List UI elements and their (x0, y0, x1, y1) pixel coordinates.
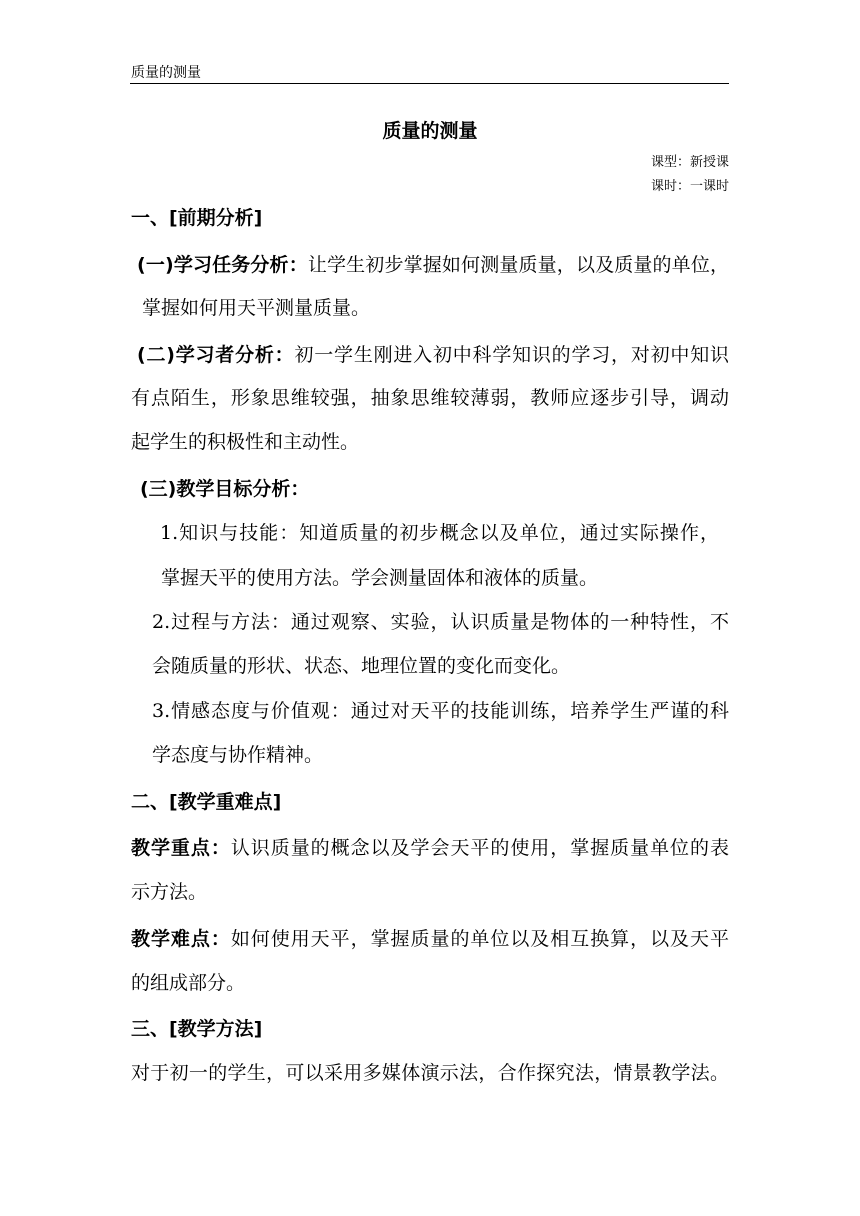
goal-knowledge-skills: 1.知识与技能：知道质量的初步概念以及单位，通过实际操作， (160, 522, 719, 544)
key-point-text-continued: 示方法。 (131, 881, 208, 903)
goal-emotional-values-continued: 学态度与协作精神。 (152, 744, 324, 766)
paragraph-difficult-point (131, 927, 729, 951)
section-heading-key-difficult: 二、[教学重难点] (131, 791, 282, 813)
goal-emotional-values: 3.情感态度与价值观：通过对天平的技能训练，培养学生严谨的科 (152, 700, 729, 722)
task-analysis-text: 让学生初步掌握如何测量质量，以及质量的单位， (307, 254, 729, 276)
learner-analysis-text-line3: 起学生的积极性和主动性。 (131, 431, 360, 453)
key-point-label: 教学重点： (131, 837, 231, 859)
difficult-point-text: 如何使用天平，掌握质量的单位以及相互换算，以及天平 (230, 928, 729, 950)
paragraph-task-analysis (137, 253, 729, 277)
paragraph-learner-analysis (137, 343, 729, 367)
learner-analysis-text: 初一学生刚进入初中科学知识的学习，对初中知识 (294, 344, 729, 366)
section-heading-analysis: 一、[前期分析] (131, 207, 263, 229)
task-analysis-text-continued: 掌握如何用天平测量质量。 (142, 297, 371, 319)
learner-analysis-text-line2: 有点陌生，形象思维较强，抽象思维较薄弱，教师应逐步引导，调动 (131, 387, 729, 409)
paragraph-teaching-methods: 对于初一的学生，可以采用多媒体演示法，合作探究法，情景教学法。 (131, 1062, 729, 1084)
key-point-text: 认识质量的概念以及学会天平的使用，掌握质量单位的表 (230, 837, 729, 859)
goal-process-methods: 2.过程与方法：通过观察、实验，认识质量是物体的一种特性，不 (152, 611, 729, 633)
task-analysis-label: (一)学习任务分析： (137, 254, 308, 276)
goal-process-methods-continued: 会随质量的形状、状态、地理位置的变化而变化。 (152, 655, 571, 677)
header-divider (130, 83, 729, 84)
goals-analysis-label: (三)教学目标分析： (140, 478, 310, 500)
lesson-type: 课型：新授课 (650, 155, 729, 170)
running-header: 质量的测量 (131, 65, 201, 81)
document-title: 质量的测量 (382, 120, 478, 142)
goal-knowledge-skills-continued: 掌握天平的使用方法。学会测量固体和液体的质量。 (161, 567, 599, 589)
section-heading-methods: 三、[教学方法] (131, 1018, 263, 1040)
difficult-point-label: 教学难点： (131, 928, 231, 950)
learner-analysis-label: (二)学习者分析： (137, 344, 295, 366)
paragraph-key-point (131, 836, 729, 860)
difficult-point-text-continued: 的组成部分。 (131, 972, 246, 994)
lesson-time: 课时：一课时 (650, 179, 729, 194)
